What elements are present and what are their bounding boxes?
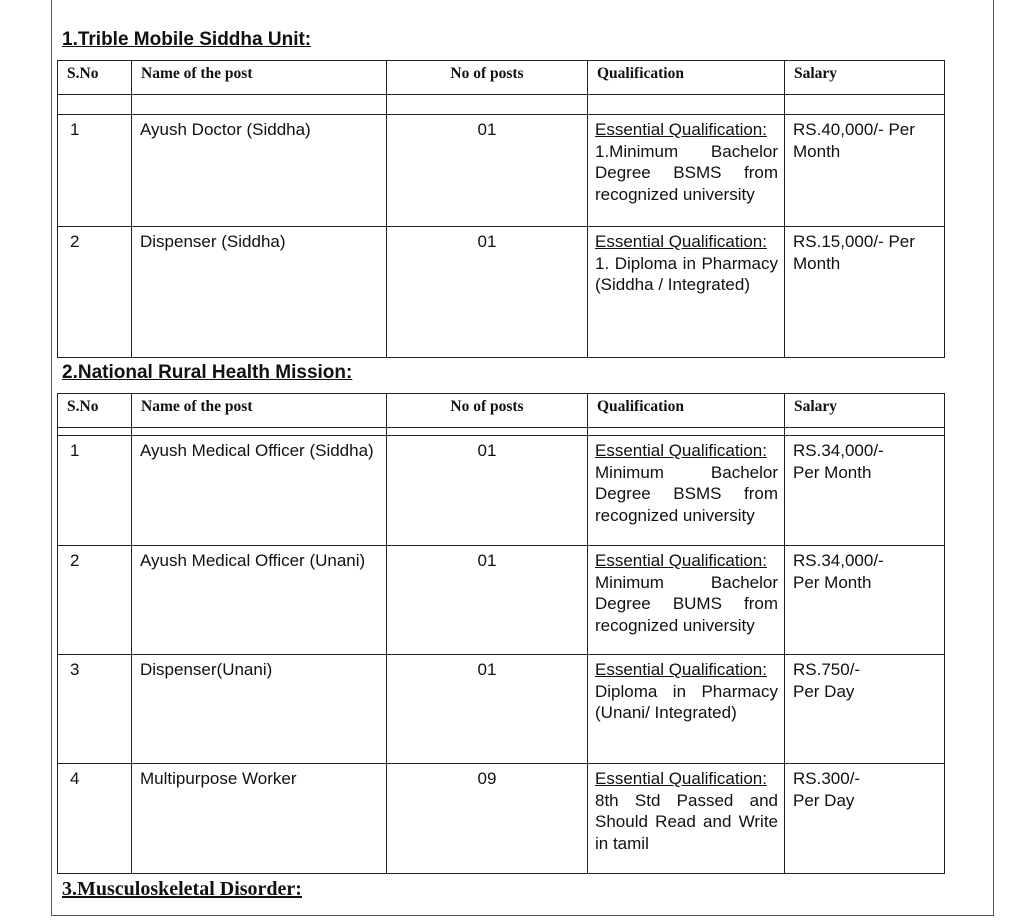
section-3-title: 3.Musculoskeletal Disorder: xyxy=(62,878,302,900)
table-row xyxy=(58,546,945,655)
qualification-text: 1.Minimum Bachelor Degree BSMS from recognized university xyxy=(595,141,778,205)
cell-sno: 1 xyxy=(58,115,132,227)
header-qualification: Qualification xyxy=(588,61,785,95)
table-header-row xyxy=(58,61,945,95)
header-salary: Salary xyxy=(785,394,945,428)
qualification-text: Minimum Bachelor Degree BSMS from recognized university xyxy=(595,462,778,526)
qualification-label: Essential Qualification: xyxy=(595,120,767,139)
section-2-title: 2.National Rural Health Mission: xyxy=(62,362,353,383)
cell-posts: 09 xyxy=(387,764,588,874)
cell-post-name: Multipurpose Worker xyxy=(132,764,387,874)
cell-qualification xyxy=(588,227,785,358)
cell-qualification xyxy=(588,546,785,655)
section-1-title: 1.Trible Mobile Siddha Unit: xyxy=(62,29,312,50)
qualification-text: Minimum Bachelor Degree BUMS from recognized university xyxy=(595,572,778,636)
qualification-label: Essential Qualification: xyxy=(595,769,767,788)
table-row xyxy=(58,655,945,764)
table-row xyxy=(58,115,945,227)
cell-qualification xyxy=(588,655,785,764)
cell-salary: RS.15,000/- Per Month xyxy=(785,227,945,358)
table-row xyxy=(58,764,945,874)
qualification-text: Diploma in Pharmacy (Unani/ Integrated) xyxy=(595,681,778,723)
siddha-unit-table xyxy=(57,60,945,358)
cell-qualification xyxy=(588,436,785,546)
table-row xyxy=(58,436,945,546)
cell-posts: 01 xyxy=(387,115,588,227)
cell-posts: 01 xyxy=(387,436,588,546)
cell-sno: 1 xyxy=(58,436,132,546)
cell-post-name: Dispenser (Siddha) xyxy=(132,227,387,358)
qualification-label: Essential Qualification: xyxy=(595,660,767,679)
header-name: Name of the post xyxy=(132,61,387,95)
header-qualification: Qualification xyxy=(588,394,785,428)
nrhm-table xyxy=(57,393,945,874)
cell-posts: 01 xyxy=(387,227,588,358)
spacer-row xyxy=(58,95,945,115)
cell-posts: 01 xyxy=(387,655,588,764)
table-header-row xyxy=(58,394,945,428)
qualification-text: 8th Std Passed and Should Read and Write in tamil xyxy=(595,790,778,854)
header-posts: No of posts xyxy=(387,61,588,95)
cell-qualification xyxy=(588,764,785,874)
cell-posts: 01 xyxy=(387,546,588,655)
qualification-text: 1. Diploma in Pharmacy (Siddha / Integrated) xyxy=(595,253,778,295)
cell-post-name: Ayush Medical Officer (Unani) xyxy=(132,546,387,655)
header-name: Name of the post xyxy=(132,394,387,428)
cell-qualification xyxy=(588,115,785,227)
cell-salary: RS.40,000/- Per Month xyxy=(785,115,945,227)
header-sno: S.No xyxy=(58,61,132,95)
cell-salary: RS.34,000/- Per Month xyxy=(785,546,945,655)
cell-sno: 4 xyxy=(58,764,132,874)
cell-post-name: Ayush Medical Officer (Siddha) xyxy=(132,436,387,546)
cell-post-name: Dispenser(Unani) xyxy=(132,655,387,764)
qualification-label: Essential Qualification: xyxy=(595,551,767,570)
table-row xyxy=(58,227,945,358)
qualification-label: Essential Qualification: xyxy=(595,441,767,460)
cell-post-name: Ayush Doctor (Siddha) xyxy=(132,115,387,227)
header-posts: No of posts xyxy=(387,394,588,428)
cell-sno: 2 xyxy=(58,227,132,358)
qualification-label: Essential Qualification: xyxy=(595,232,767,251)
cell-salary: RS.34,000/- Per Month xyxy=(785,436,945,546)
header-salary: Salary xyxy=(785,61,945,95)
cell-salary: RS.750/- Per Day xyxy=(785,655,945,764)
spacer-row xyxy=(58,428,945,436)
cell-salary: RS.300/- Per Day xyxy=(785,764,945,874)
header-sno: S.No xyxy=(58,394,132,428)
cell-sno: 2 xyxy=(58,546,132,655)
cell-sno: 3 xyxy=(58,655,132,764)
